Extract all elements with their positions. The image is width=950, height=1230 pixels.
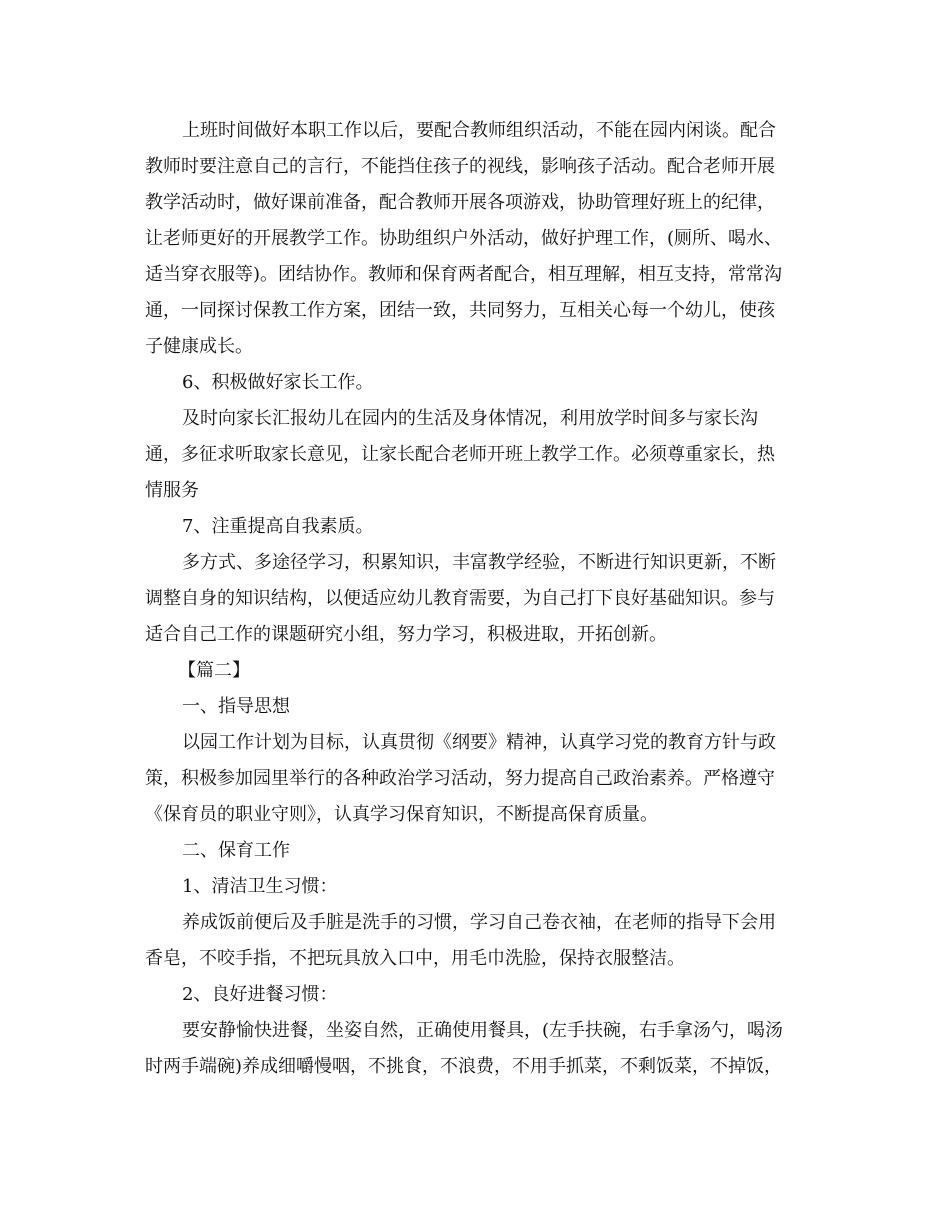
paragraph-line: 多方式、多途径学习，积累知识，丰富教学经验，不断进行知识更新，不断 bbox=[182, 552, 776, 573]
paragraph-line: 情服务 bbox=[145, 480, 199, 501]
paragraph-line: 要安静愉快进餐，坐姿自然，正确使用餐具，(左手扶碗，右手拿汤勺，喝汤 bbox=[182, 1020, 784, 1041]
paragraph-line: 子健康成长。 bbox=[145, 336, 253, 357]
section-heading: 1、清洁卫生习惯： bbox=[182, 876, 338, 897]
section-heading: 6、积极做好家长工作。 bbox=[182, 372, 374, 393]
paragraph-line: 适合自己工作的课题研究小组，努力学习，积极进取，开拓创新。 bbox=[145, 624, 667, 645]
paragraph-line: 调整自身的知识结构，以便适应幼儿教育需要，为自己打下良好基础知识。参与 bbox=[145, 588, 775, 609]
paragraph-line: 养成饭前便后及手脏是洗手的习惯，学习自己卷衣袖，在老师的指导下会用 bbox=[182, 912, 776, 933]
paragraph-line: 教师时要注意自己的言行，不能挡住孩子的视线，影响孩子活动。配合老师开展 bbox=[145, 156, 775, 177]
section-heading: 2、良好进餐习惯： bbox=[182, 984, 338, 1005]
section-heading: 7、注重提高自我素质。 bbox=[182, 516, 374, 537]
section-heading: 一、指导思想 bbox=[182, 696, 290, 717]
paragraph-line: 教学活动时，做好课前准备，配合教师开展各项游戏，协助管理好班上的纪律， bbox=[145, 192, 775, 213]
paragraph-line: 时两手端碗)养成细嚼慢咽，不挑食，不浪费，不用手抓菜，不剩饭菜，不掉饭， bbox=[145, 1056, 783, 1077]
paragraph-line: 及时向家长汇报幼儿在园内的生活及身体情况，利用放学时间多与家长沟 bbox=[182, 408, 758, 429]
section-heading: 二、保育工作 bbox=[182, 840, 290, 861]
paragraph-line: 上班时间做好本职工作以后，要配合教师组织活动，不能在园内闲谈。配合 bbox=[182, 120, 776, 141]
paragraph-line: 《保育员的职业守则》，认真学习保育知识，不断提高保育质量。 bbox=[145, 804, 658, 825]
paragraph-line: 香皂，不咬手指，不把玩具放入口中，用毛巾洗脸，保持衣服整洁。 bbox=[145, 948, 685, 969]
paragraph-line: 适当穿衣服等)。团结协作。教师和保育两者配合，相互理解，相互支持，常常沟 bbox=[145, 264, 783, 285]
paragraph-line: 通，一同探讨保教工作方案，团结一致，共同努力，互相关心每一个幼儿，使孩 bbox=[145, 300, 775, 321]
paragraph-line: 策，积极参加园里举行的各种政治学习活动，努力提高自己政治素养。严格遵守 bbox=[145, 768, 775, 789]
paragraph-line: 以园工作计划为目标，认真贯彻《纲要》精神，认真学习党的教育方针与政 bbox=[182, 732, 776, 753]
paragraph-line: 让老师更好的开展教学工作。协助组织户外活动，做好护理工作，(厕所、喝水、 bbox=[145, 228, 783, 249]
document-body bbox=[145, 113, 805, 1085]
part-heading: 【篇二】 bbox=[178, 660, 250, 681]
paragraph-line: 通，多征求听取家长意见，让家长配合老师开班上教学工作。必须尊重家长，热 bbox=[145, 444, 775, 465]
